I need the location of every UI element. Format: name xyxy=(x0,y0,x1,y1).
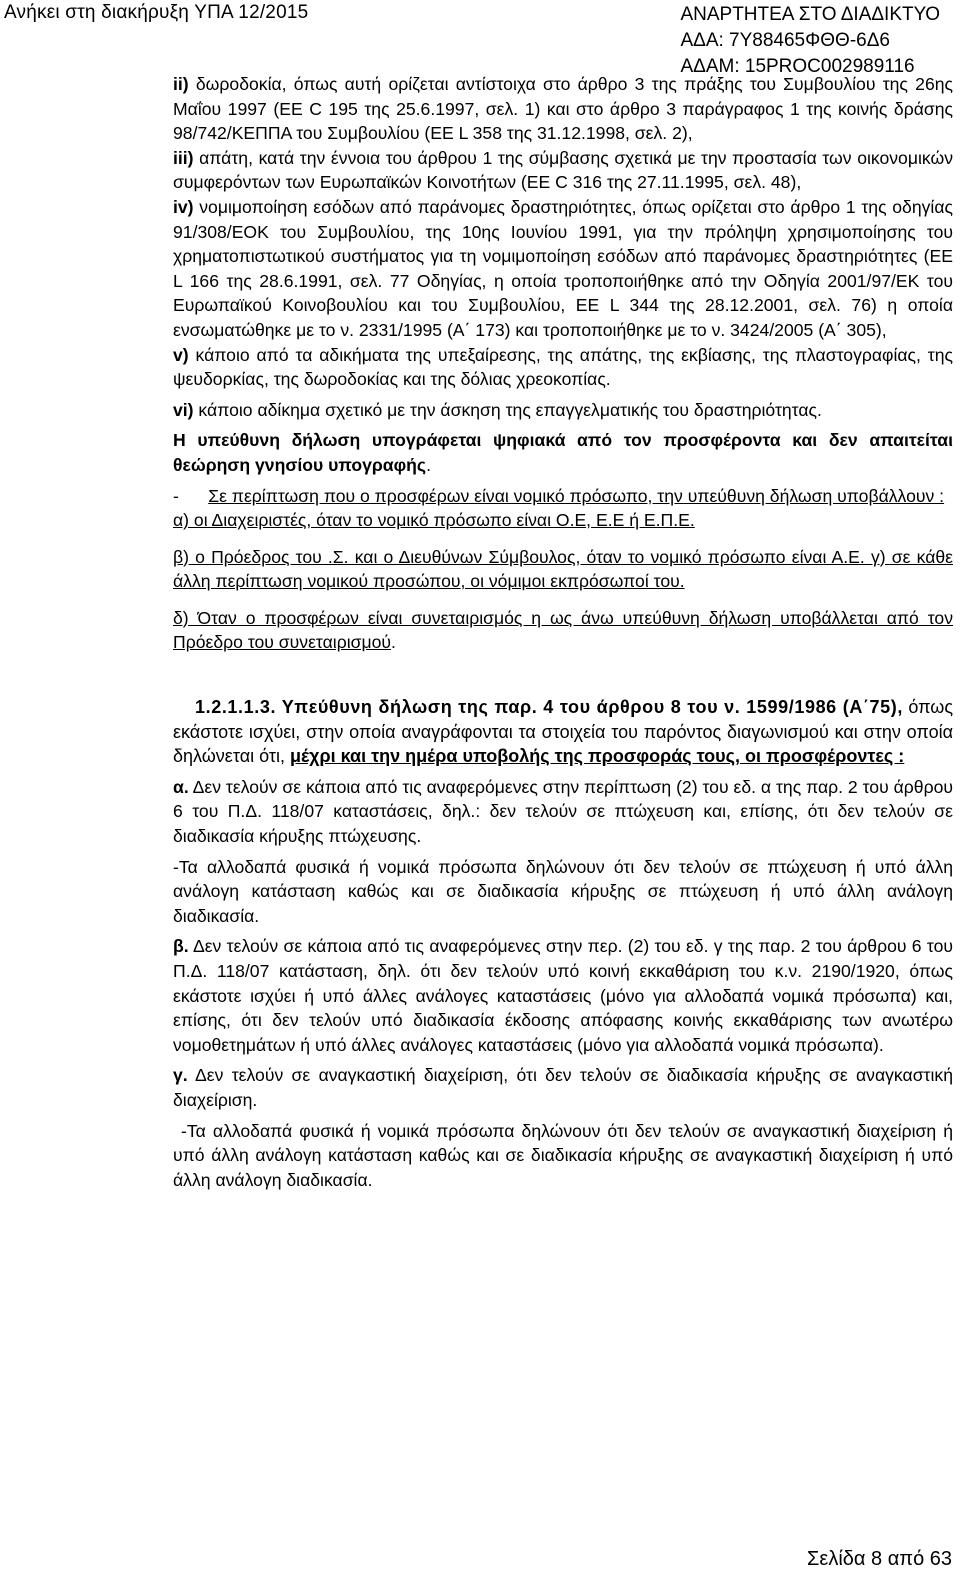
case-d xyxy=(173,606,953,655)
case-d-text: δ) Όταν ο προσφέρων είναι συνεταιρισμός η ως άνω υπεύθυνη δήλωση υποβάλλεται από τον Πρόεδρο του συνεταιρισμού xyxy=(173,607,953,653)
item-label: v) xyxy=(173,344,189,365)
signature-note xyxy=(173,428,953,477)
document-body xyxy=(173,72,953,1192)
item-text: δωροδοκία, όπως αυτή ορίζεται αντίστοιχα στο άρθρο 3 της πράξης του Συμβουλίου της 26ης Μαΐου 1997 (ΕΕ C 195 της 25.6.1997, σελ. 1) και στο άρθρο 3 παράγραφος 1 της κοινής δράσης 98/742/ΚΕΠΠΑ του Συμβουλίου (ΕΕ L 358 της 31.12.1998, σελ. 2), xyxy=(173,74,953,144)
clause-label: γ. xyxy=(173,1065,188,1086)
page-number: Σελίδα 8 από 63 xyxy=(807,1548,952,1570)
clause-b xyxy=(173,934,953,1057)
item-iii xyxy=(173,146,953,195)
case-b xyxy=(173,545,953,594)
legal-person-note xyxy=(173,484,953,509)
section-heading-underline: μέχρι και την ημέρα υποβολής της προσφοράς τους, οι προσφέροντες : xyxy=(289,746,905,767)
clause-label: α. xyxy=(173,776,189,797)
case-d-tail: . xyxy=(391,632,396,653)
signature-note-bold: Η υπεύθυνη δήλωση υπογράφεται ψηφιακά από τον προσφέροντα και δεν απαιτείται θεώρηση γνησίου υπογραφής xyxy=(173,430,953,475)
item-text: κάποιο από τα αδικήματα της υπεξαίρεσης, της απάτης, της εκβίασης, της πλαστογραφίας, της ψευδορκίας, της δωροδοκίας και της δόλιας χρεοκοπίας. xyxy=(173,344,953,390)
header-publish-label: ΑΝΑΡΤΗΤΕΑ ΣΤΟ ΔΙΑΔΙΚΤΥΟ xyxy=(680,4,940,25)
item-iv xyxy=(173,195,953,343)
case-b-text: β) ο Πρόεδρος του .Σ. και ο Διευθύνων Σύμβουλος, όταν το νομικό πρόσωπο είναι Α.Ε. γ) σε κάθε άλλη περίπτωση νομικού προσώπου, οι νόμιμοι εκπρόσωποί του. xyxy=(173,546,953,592)
item-label: ii) xyxy=(173,74,189,94)
header-adam: ΑΔΑΜ: 15PROC002989116 xyxy=(680,56,915,77)
item-label: iv) xyxy=(173,196,194,217)
case-a-text: α) οι Διαχειριστές, όταν το νομικό πρόσωπο είναι Ο.Ε, Ε.Ε ή Ε.Π.Ε. xyxy=(173,510,695,531)
item-text: νομιμοποίηση εσόδων από παράνομες δραστηριότητες, όπως ορίζεται στο άρθρο 1 της οδηγίας 91/308/ΕΟΚ του Συμβουλίου, της 10ης Ιουνίου 1991, για την πρόληψη χρησιμοποίησης του χρηματοπιστωτικού συστήματος για τη νομιμοποίηση εσόδων από παράνομες δραστηριότητες (ΕΕ L 166 της 28.6.1991, σελ. 77 Οδηγίας, η οποία τροποποιήθηκε από την Οδηγία 2001/97/ΕΚ του Ευρωπαϊκού Κοινοβουλίου και του Συμβουλίου, ΕΕ L 344 της 28.12.2001, σελ. 76) η οποία ενσωματώθηκε με το ν. 2331/1995 (Α΄ 173) και τροποποιήθηκε με το ν. 3424/2005 (Α΄ 305), xyxy=(173,196,953,340)
item-ii xyxy=(173,72,953,146)
header-right-block xyxy=(680,2,940,80)
item-text: κάποιο αδίκημα σχετικό με την άσκηση της επαγγελματικής του δραστηριότητας. xyxy=(193,399,822,420)
item-text: απάτη, κατά την έννοια του άρθρου 1 της σύμβασης σχετικά με την προστασία των οικονομικών συμφερόντων των Ευρωπαϊκών Κοινοτήτων (ΕΕ C 316 της 27.11.1995, σελ. 48), xyxy=(173,147,953,193)
signature-note-tail: . xyxy=(426,454,431,475)
section-heading-bold: 1.2.1.1.3. Υπεύθυνη δήλωση της παρ. 4 του άρθρου 8 του ν. 1599/1986 (Α΄75), xyxy=(195,697,903,718)
case-a xyxy=(173,508,953,533)
clause-text: Δεν τελούν σε κάποια από τις αναφερόμενες στην περ. (2) του εδ. γ της παρ. 2 του άρθρου 6 του Π.Δ. 118/07 κατάσταση, δηλ. ότι δεν τελούν υπό κοινή εκκαθάριση του κ.ν. 2190/1920, όπως εκάστοτε ισχύει ή υπό άλλες ανάλογες καταστάσεις (μόνο για αλλοδαπά νομικά πρόσωπα) και, επίσης, ότι δεν τελούν υπό διαδικασία έκδοσης απόφασης κοινής εκκαθάρισης των ανωτέρω νομοθετημάτων ή υπό άλλες ανάλογες καταστάσεις (μόνο για αλλοδαπά νομικά πρόσωπα). xyxy=(173,936,953,1055)
clause-label: β. xyxy=(173,936,189,957)
section-heading-text: όπως εκάστοτε ισχύει, στην οποία αναγράφονται τα στοιχεία του παρόντος διαγωνισμού και στην οποία δηλώνεται ότι, xyxy=(173,697,953,767)
item-v xyxy=(173,343,953,392)
dash: - xyxy=(173,485,179,506)
clause-text: Δεν τελούν σε αναγκαστική διαχείριση, ότι δεν τελούν σε διαδικασία κήρυξης σε αναγκαστική διαχείριση. xyxy=(173,1065,953,1110)
clause-text: Δεν τελούν σε κάποια από τις αναφερόμενες στην περίπτωση (2) του εδ. α της παρ. 2 του άρθρου 6 του Π.Δ. 118/07 καταστάσεις, δηλ.: δεν τελούν σε πτώχευση και, επίσης, ότι δεν τελούν σε διαδικασία κήρυξης πτώχευσης. xyxy=(173,776,953,847)
header-ada: ΑΔΑ: 7Υ88465ΦΘΘ-6Δ6 xyxy=(680,30,890,51)
item-label: vi) xyxy=(173,399,194,420)
header-left-title: Ανήκει στη διακήρυξη ΥΠΑ 12/2015 xyxy=(4,2,309,23)
clause-a-foreign: -Τα αλλοδαπά φυσικά ή νομικά πρόσωπα δηλώνουν ότι δεν τελούν σε πτώχευση ή υπό άλλη ανάλογη κατάσταση καθώς και σε διαδικασία κήρυξης σε πτώχευση ή υπό άλλη ανάλογη διαδικασία. xyxy=(173,856,953,926)
clause-c-foreign: -Τα αλλοδαπά φυσικά ή νομικά πρόσωπα δηλώνουν ότι δεν τελούν σε αναγκαστική διαχείριση ή υπό άλλη ανάλογη κατάσταση καθώς και σε διαδικασία κήρυξης σε αναγκαστική διαχείριση ή υπό άλλη ανάλογη διαδικασία. xyxy=(173,1120,953,1190)
clause-c xyxy=(173,1063,953,1112)
clause-a xyxy=(173,775,953,849)
legal-person-text: Σε περίπτωση που ο προσφέρων είναι νομικό πρόσωπο, την υπεύθυνη δήλωση υποβάλλουν : xyxy=(208,485,945,506)
item-label: iii) xyxy=(173,147,194,168)
footer-fine-print xyxy=(4,1556,6,1562)
item-vi xyxy=(173,398,953,423)
section-heading xyxy=(173,695,953,769)
